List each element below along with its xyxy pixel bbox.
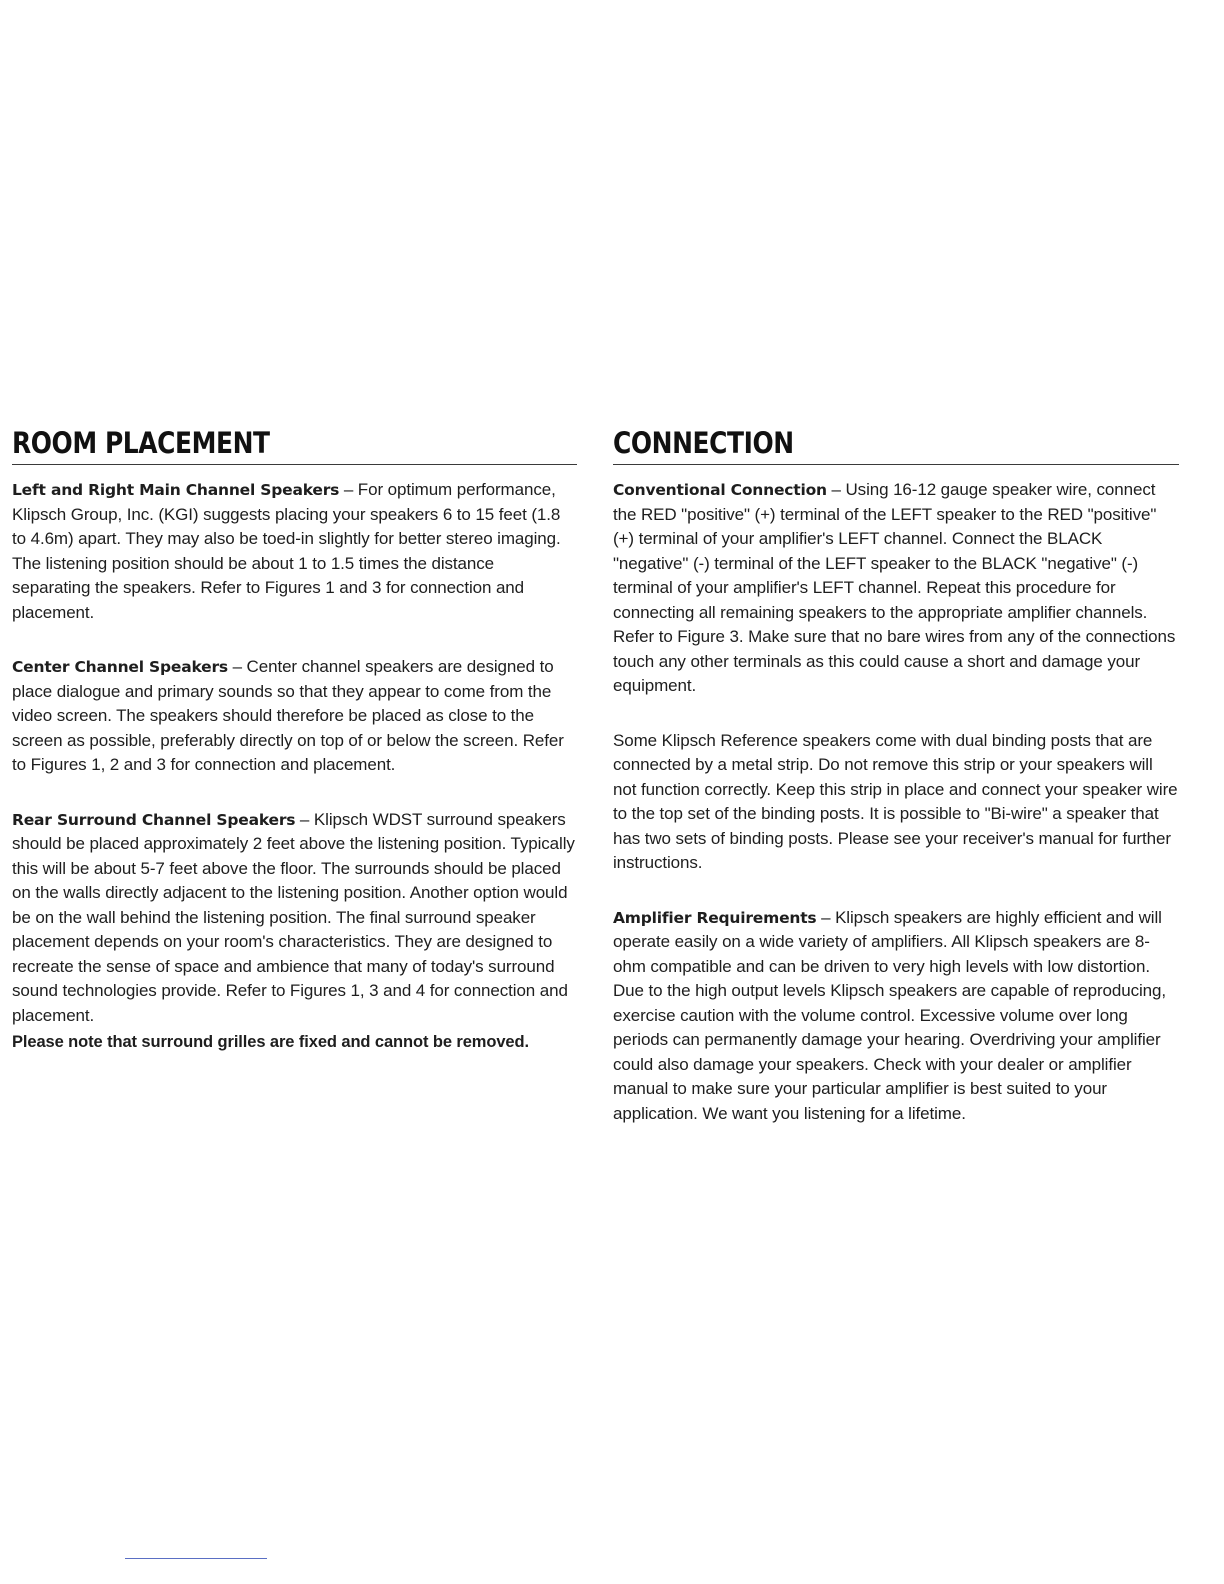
conventional-connection-lead: Conventional Connection [613, 481, 827, 499]
main-channel-lead: Left and Right Main Channel Speakers [12, 481, 340, 499]
main-channel-paragraph [12, 478, 577, 625]
conventional-connection-text: – Using 16-12 gauge speaker wire, connect the RED "positive" (+) terminal of the LEFT speaker to the RED "positive" (+) terminal of your amplifier's LEFT channel. Connect the BLACK "negative" (-) terminal of the LEFT speaker to the BLACK "negative" (-) terminal of your amplifier's LEFT channel. Repeat this procedure for connecting all remaining speakers to the appropriate amplifier channels. Refer to Figure 3. Make sure that no bare wires from any of the connections touch any other terminals as this could cause a short and damage your equipment. [613, 480, 1176, 695]
conventional-connection-paragraph [613, 478, 1179, 699]
rear-surround-text: – Klipsch WDST surround speakers should be placed approximately 2 feet above the listening position. Typically this will be about 5-7 feet above the floor. The surrounds should be placed on the walls directly adjacent to the listening position. Another option would be on the wall behind the listening position. The final surround speaker placement depends on your room's characteristics. They are designed to recreate the sense of space and ambience that many of today's surround sound technologies provide. Refer to Figures 1, 3 and 4 for connection and placement. [12, 809, 575, 1025]
amplifier-requirements-paragraph [613, 906, 1179, 1127]
room-placement-heading: ROOM PLACEMENT [12, 426, 270, 460]
center-channel-paragraph [12, 655, 577, 778]
center-channel-lead: Center Channel Speakers [12, 658, 228, 676]
connection-section [613, 424, 1179, 1156]
binding-posts-paragraph [613, 729, 1179, 876]
connection-rule [613, 464, 1179, 465]
room-placement-rule [12, 464, 577, 465]
amplifier-requirements-text: – Klipsch speakers are highly efficient and will operate easily on a wide variety of amplifiers. All Klipsch speakers are 8-ohm compatible and can be driven to very high levels with low distortion. Due to the high output levels Klipsch speakers are capable of reproducing, exercise caution with the volume control. Excessive volume over long periods can permanently damage your hearing. Overdriving your amplifier could also damage your speakers. Check with your dealer or amplifier manual to make sure your particular amplifier is best suited to your application. We want you listening for a lifetime. [613, 907, 1167, 1123]
surround-grilles-note: Please note that surround grilles are fixed and cannot be removed. [12, 1033, 529, 1051]
connection-heading: CONNECTION [613, 426, 794, 460]
room-placement-section [12, 424, 577, 1084]
footer-divider [125, 1558, 267, 1559]
rear-surround-lead: Rear Surround Channel Speakers [12, 810, 296, 829]
main-channel-text: – For optimum performance, Klipsch Group, Inc. (KGI) suggests placing your speakers 6 to 15 feet (1.8 to 4.6m) apart. They may also be toed-in slightly for better stereo imaging. The listening position should be about 1 to 1.5 times the distance separating the speakers. Refer to Figures 1 and 3 for connection and placement. [12, 480, 561, 622]
rear-surround-paragraph [12, 808, 577, 1029]
binding-posts-text: Some Klipsch Reference speakers come with dual binding posts that are connected by a metal strip. Do not remove this strip or your speakers will not function correctly. Keep this strip in place and connect your speaker wire to the top set of the binding posts. It is possible to "Bi-wire" a speaker that has two sets of binding posts. Please see your receiver's manual for further instructions. [613, 730, 1178, 872]
center-channel-text: – Center channel speakers are designed to place dialogue and primary sounds so that they appear to come from the video screen. The speakers should therefore be placed as close to the screen as possible, preferably directly on top of or below the screen. Refer to Figures 1, 2 and 3 for connection and placement. [12, 657, 564, 774]
amplifier-requirements-lead: Amplifier Requirements [613, 908, 817, 927]
